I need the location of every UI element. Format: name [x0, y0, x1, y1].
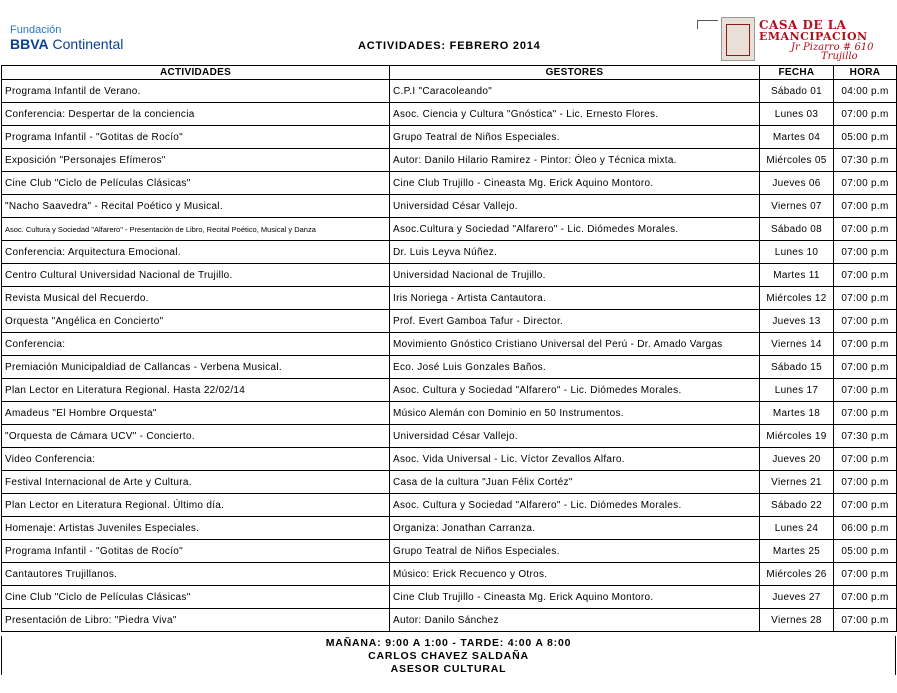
time-cell: 07:00 p.m	[834, 195, 897, 218]
table-row	[2, 402, 897, 425]
document-footer	[1, 636, 896, 675]
time-cell: 07:00 p.m	[834, 310, 897, 333]
advisor-role: ASESOR CULTURAL	[2, 662, 896, 675]
table-row	[2, 287, 897, 310]
date-cell: Lunes 10	[760, 241, 834, 264]
table-row	[2, 609, 897, 632]
time-cell: 07:30 p.m	[834, 425, 897, 448]
time-cell: 07:00 p.m	[834, 241, 897, 264]
organizer-cell: Eco. José Luis Gonzales Baños.	[390, 356, 760, 379]
time-cell: 06:00 p.m	[834, 517, 897, 540]
date-cell: Viernes 28	[760, 609, 834, 632]
column-header-fecha: FECHA	[760, 66, 834, 80]
organizer-cell: Organiza: Jonathan Carranza.	[390, 517, 760, 540]
activities-table	[1, 65, 897, 632]
organizer-cell: Movimiento Gnóstico Cristiano Universal del Perú - Dr. Amado Vargas	[390, 333, 760, 356]
date-cell: Viernes 07	[760, 195, 834, 218]
time-cell: 07:00 p.m	[834, 333, 897, 356]
foundation-name-bold: BBVA	[10, 36, 49, 52]
activity-cell: "Nacho Saavedra" - Recital Poético y Musical.	[2, 195, 390, 218]
table-row	[2, 80, 897, 103]
table-row	[2, 563, 897, 586]
time-cell: 07:00 p.m	[834, 264, 897, 287]
table-row	[2, 333, 897, 356]
time-cell: 04:00 p.m	[834, 80, 897, 103]
time-cell: 07:00 p.m	[834, 218, 897, 241]
time-cell: 05:00 p.m	[834, 540, 897, 563]
organizer-cell: Universidad César Vallejo.	[390, 425, 760, 448]
activity-cell: Cantautores Trujillanos.	[2, 563, 390, 586]
time-cell: 07:00 p.m	[834, 471, 897, 494]
activity-cell: Conferencia: Arquitectura Emocional.	[2, 241, 390, 264]
date-cell: Jueves 13	[760, 310, 834, 333]
organizer-cell: Asoc.Cultura y Sociedad "Alfarero" - Lic. Diómedes Morales.	[390, 218, 760, 241]
document-title: ACTIVIDADES: FEBRERO 2014	[358, 40, 541, 52]
time-cell: 07:30 p.m	[834, 149, 897, 172]
organizer-cell: Universidad César Vallejo.	[390, 195, 760, 218]
date-cell: Sábado 22	[760, 494, 834, 517]
activity-cell: Revista Musical del Recuerdo.	[2, 287, 390, 310]
activity-cell: Homenaje: Artistas Juveniles Especiales.	[2, 517, 390, 540]
activity-cell: Conferencia: Despertar de la conciencia	[2, 103, 390, 126]
organizer-cell: Grupo Teatral de Niños Especiales.	[390, 126, 760, 149]
table-row	[2, 241, 897, 264]
foundation-label: Fundación	[10, 24, 62, 36]
time-cell: 07:00 p.m	[834, 356, 897, 379]
foundation-name-rest: Continental	[48, 36, 124, 52]
organizer-cell: Universidad Nacional de Trujillo.	[390, 264, 760, 287]
table-row	[2, 425, 897, 448]
table-row	[2, 586, 897, 609]
date-cell: Miércoles 05	[760, 149, 834, 172]
activity-cell: Exposición "Personajes Efímeros"	[2, 149, 390, 172]
activity-cell: Cine Club "Ciclo de Películas Clásicas"	[2, 586, 390, 609]
organizer-cell: Asoc. Vida Universal - Lic. Víctor Zevallos Alfaro.	[390, 448, 760, 471]
date-cell: Miércoles 26	[760, 563, 834, 586]
table-row	[2, 264, 897, 287]
organizer-cell: Prof. Evert Gamboa Tafur - Director.	[390, 310, 760, 333]
date-cell: Jueves 20	[760, 448, 834, 471]
activity-cell: Amadeus "El Hombre Orquesta"	[2, 402, 390, 425]
date-cell: Jueves 06	[760, 172, 834, 195]
table-row	[2, 195, 897, 218]
table-row	[2, 310, 897, 333]
organizer-cell: Iris Noriega - Artista Cantautora.	[390, 287, 760, 310]
table-row	[2, 126, 897, 149]
date-cell: Martes 11	[760, 264, 834, 287]
time-cell: 07:00 p.m	[834, 287, 897, 310]
casa-address: Jr Pizarro # 610	[791, 42, 874, 53]
activity-cell: Programa Infantil - "Gotitas de Rocío"	[2, 126, 390, 149]
date-cell: Martes 25	[760, 540, 834, 563]
activity-cell: "Orquesta de Cámara UCV" - Concierto.	[2, 425, 390, 448]
time-cell: 07:00 p.m	[834, 609, 897, 632]
organizer-cell: Casa de la cultura "Juan Félix Cortéz"	[390, 471, 760, 494]
organizer-cell: Asoc. Ciencia y Cultura "Gnóstica" - Lic. Ernesto Flores.	[390, 103, 760, 126]
organizer-cell: Asoc. Cultura y Sociedad "Alfarero" - Lic. Diómedes Morales.	[390, 379, 760, 402]
table-body	[2, 80, 897, 632]
table-row	[2, 448, 897, 471]
date-cell: Sábado 01	[760, 80, 834, 103]
casa-name-line2: EMANCIPACION	[759, 30, 868, 43]
date-cell: Lunes 24	[760, 517, 834, 540]
time-cell: 07:00 p.m	[834, 103, 897, 126]
organizer-cell: Músico Alemán con Dominio en 50 Instrumentos.	[390, 402, 760, 425]
casa-name-line1: CASA DE LA	[759, 18, 847, 32]
table-row	[2, 471, 897, 494]
table-header-row	[2, 66, 897, 80]
casa-emancipacion-logo	[697, 16, 887, 62]
organizer-cell: Cine Club Trujillo - Cineasta Mg. Erick Aquino Montoro.	[390, 586, 760, 609]
date-cell: Miércoles 12	[760, 287, 834, 310]
table-row	[2, 172, 897, 195]
table-row	[2, 379, 897, 402]
date-cell: Viernes 21	[760, 471, 834, 494]
table-row	[2, 517, 897, 540]
column-header-hora: HORA	[834, 66, 897, 80]
activity-cell: Programa Infantil - "Gotitas de Rocío"	[2, 540, 390, 563]
activity-cell: Plan Lector en Literatura Regional. Último día.	[2, 494, 390, 517]
table-row	[2, 218, 897, 241]
table-row	[2, 356, 897, 379]
activity-cell: Cine Club "Ciclo de Películas Clásicas"	[2, 172, 390, 195]
organizer-cell: Asoc. Cultura y Sociedad "Alfarero" - Lic. Diómedes Morales.	[390, 494, 760, 517]
organizer-cell: Autor: Danilo Hilario Ramirez - Pintor: Óleo y Técnica mixta.	[390, 149, 760, 172]
table-row	[2, 540, 897, 563]
foundation-name	[10, 36, 123, 52]
time-cell: 07:00 p.m	[834, 402, 897, 425]
ornament-icon	[697, 20, 718, 29]
column-header-actividades: ACTIVIDADES	[2, 66, 390, 80]
organizer-cell: Autor: Danilo Sánchez	[390, 609, 760, 632]
time-cell: 07:00 p.m	[834, 379, 897, 402]
activity-cell: Conferencia:	[2, 333, 390, 356]
date-cell: Lunes 03	[760, 103, 834, 126]
date-cell: Jueves 27	[760, 586, 834, 609]
date-cell: Miércoles 19	[760, 425, 834, 448]
date-cell: Sábado 15	[760, 356, 834, 379]
column-header-gestores: GESTORES	[390, 66, 760, 80]
organizer-cell: Grupo Teatral de Niños Especiales.	[390, 540, 760, 563]
time-cell: 07:00 p.m	[834, 448, 897, 471]
organizer-cell: Dr. Luis Leyva Núñez.	[390, 241, 760, 264]
activity-cell: Festival Internacional de Arte y Cultura.	[2, 471, 390, 494]
activity-cell: Plan Lector en Literatura Regional. Hasta 22/02/14	[2, 379, 390, 402]
date-cell: Martes 18	[760, 402, 834, 425]
activity-cell: Video Conferencia:	[2, 448, 390, 471]
time-cell: 05:00 p.m	[834, 126, 897, 149]
office-hours: MAÑANA: 9:00 A 1:00 - TARDE: 4:00 A 8:00	[2, 636, 896, 649]
time-cell: 07:00 p.m	[834, 563, 897, 586]
activity-cell: Programa Infantil de Verano.	[2, 80, 390, 103]
date-cell: Viernes 14	[760, 333, 834, 356]
date-cell: Sábado 08	[760, 218, 834, 241]
bbva-foundation-logo	[10, 24, 123, 52]
organizer-cell: C.P.I "Caracoleando"	[390, 80, 760, 103]
date-cell: Lunes 17	[760, 379, 834, 402]
organizer-cell: Cine Club Trujillo - Cineasta Mg. Erick Aquino Montoro.	[390, 172, 760, 195]
time-cell: 07:00 p.m	[834, 586, 897, 609]
activity-cell: Presentación de Libro: "Piedra Viva"	[2, 609, 390, 632]
activity-cell: Orquesta "Angélica en Concierto"	[2, 310, 390, 333]
table-row	[2, 149, 897, 172]
casa-city: Trujillo	[821, 51, 858, 62]
date-cell: Martes 04	[760, 126, 834, 149]
table-row	[2, 103, 897, 126]
activity-cell: Centro Cultural Universidad Nacional de Trujillo.	[2, 264, 390, 287]
building-emblem-icon	[721, 17, 755, 61]
activity-cell: Asoc. Cultura y Sociedad "Alfarero" - Presentación de Libro, Recital Poético, Musical y Danza	[2, 218, 390, 241]
advisor-name: CARLOS CHAVEZ SALDAÑA	[2, 649, 896, 662]
time-cell: 07:00 p.m	[834, 172, 897, 195]
time-cell: 07:00 p.m	[834, 494, 897, 517]
organizer-cell: Músico: Erick Recuenco y Otros.	[390, 563, 760, 586]
activity-cell: Premiación Municipaldiad de Callancas - Verbena Musical.	[2, 356, 390, 379]
table-row	[2, 494, 897, 517]
document-header	[0, 0, 897, 65]
